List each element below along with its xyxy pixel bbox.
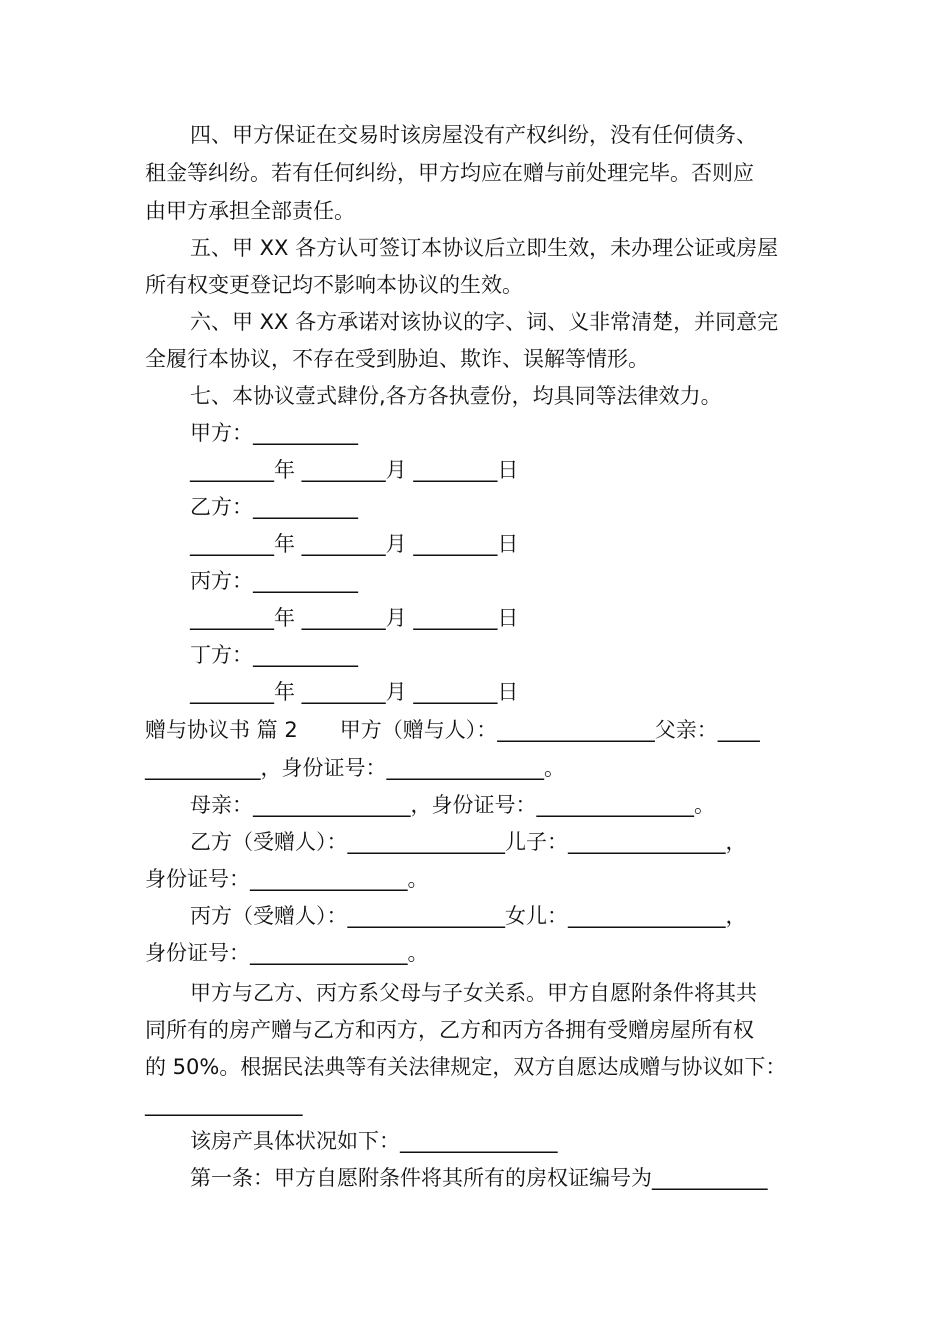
clause-six-line-1: 六、甲 XX 各方承诺对该协议的字、词、义非常清楚，并同意完 (190, 310, 779, 334)
party-c-id-line: 身份证号：_______________。 (145, 941, 429, 965)
party-c-recipient-line: 丙方（受赠人）：_______________女儿：_______________， (190, 904, 747, 928)
property-status-line: 该房产具体状况如下：_______________ (190, 1129, 558, 1153)
party-a-date: ________年 ________月 ________日 (190, 458, 519, 482)
agreement-2-heading-line: 赠与协议书 篇 2 甲方（赠与人）：_______________父亲：____ (145, 718, 760, 742)
relationship-para-line-2: 同所有的房产赠与乙方和丙方，乙方和丙方各拥有受赠房屋所有权 (145, 1018, 754, 1042)
party-b-date: ________年 ________月 ________日 (190, 532, 519, 556)
article-one-line: 第一条：甲方自愿附条件将其所有的房权证编号为___________ (190, 1166, 768, 1190)
father-id-line: ___________，身份证号：_______________。 (145, 756, 565, 780)
clause-five-line-1: 五、甲 XX 各方认可签订本协议后立即生效，未办理公证或房屋 (190, 236, 779, 260)
party-b-id-line: 身份证号：_______________。 (145, 867, 429, 891)
clause-six-line-2: 全履行本协议，不存在受到胁迫、欺诈、误解等情形。 (145, 347, 649, 371)
blank-line: _______________ (145, 1092, 303, 1116)
clause-four-line-2: 租金等纠纷。若有任何纠纷，甲方均应在赠与前处理完毕。否则应 (145, 161, 754, 185)
clause-four-line-1: 四、甲方保证在交易时该房屋没有产权纠纷，没有任何债务、 (190, 123, 757, 147)
relationship-para-line-3: 的 50%。根据民法典等有关法律规定，双方自愿达成赠与协议如下： (145, 1055, 787, 1079)
clause-five-line-2: 所有权变更登记均不影响本协议的生效。 (145, 273, 523, 297)
clause-seven: 七、本协议壹式肆份,各方各执壹份，均具同等法律效力。 (190, 384, 722, 408)
party-d-date: ________年 ________月 ________日 (190, 680, 519, 704)
party-d-signature: 丁方：__________ (190, 643, 358, 667)
relationship-para-line-1: 甲方与乙方、丙方系父母与子女关系。甲方自愿附条件将其共 (190, 981, 757, 1005)
mother-line: 母亲：_______________，身份证号：_______________。 (190, 793, 715, 817)
party-b-recipient-line: 乙方（受赠人）：_______________儿子：_______________， (190, 830, 747, 854)
party-c-date: ________年 ________月 ________日 (190, 606, 519, 630)
party-b-signature: 乙方：__________ (190, 495, 358, 519)
party-a-signature: 甲方：__________ (190, 421, 358, 445)
party-c-signature: 丙方：__________ (190, 569, 358, 593)
clause-four-line-3: 由甲方承担全部责任。 (145, 199, 355, 223)
